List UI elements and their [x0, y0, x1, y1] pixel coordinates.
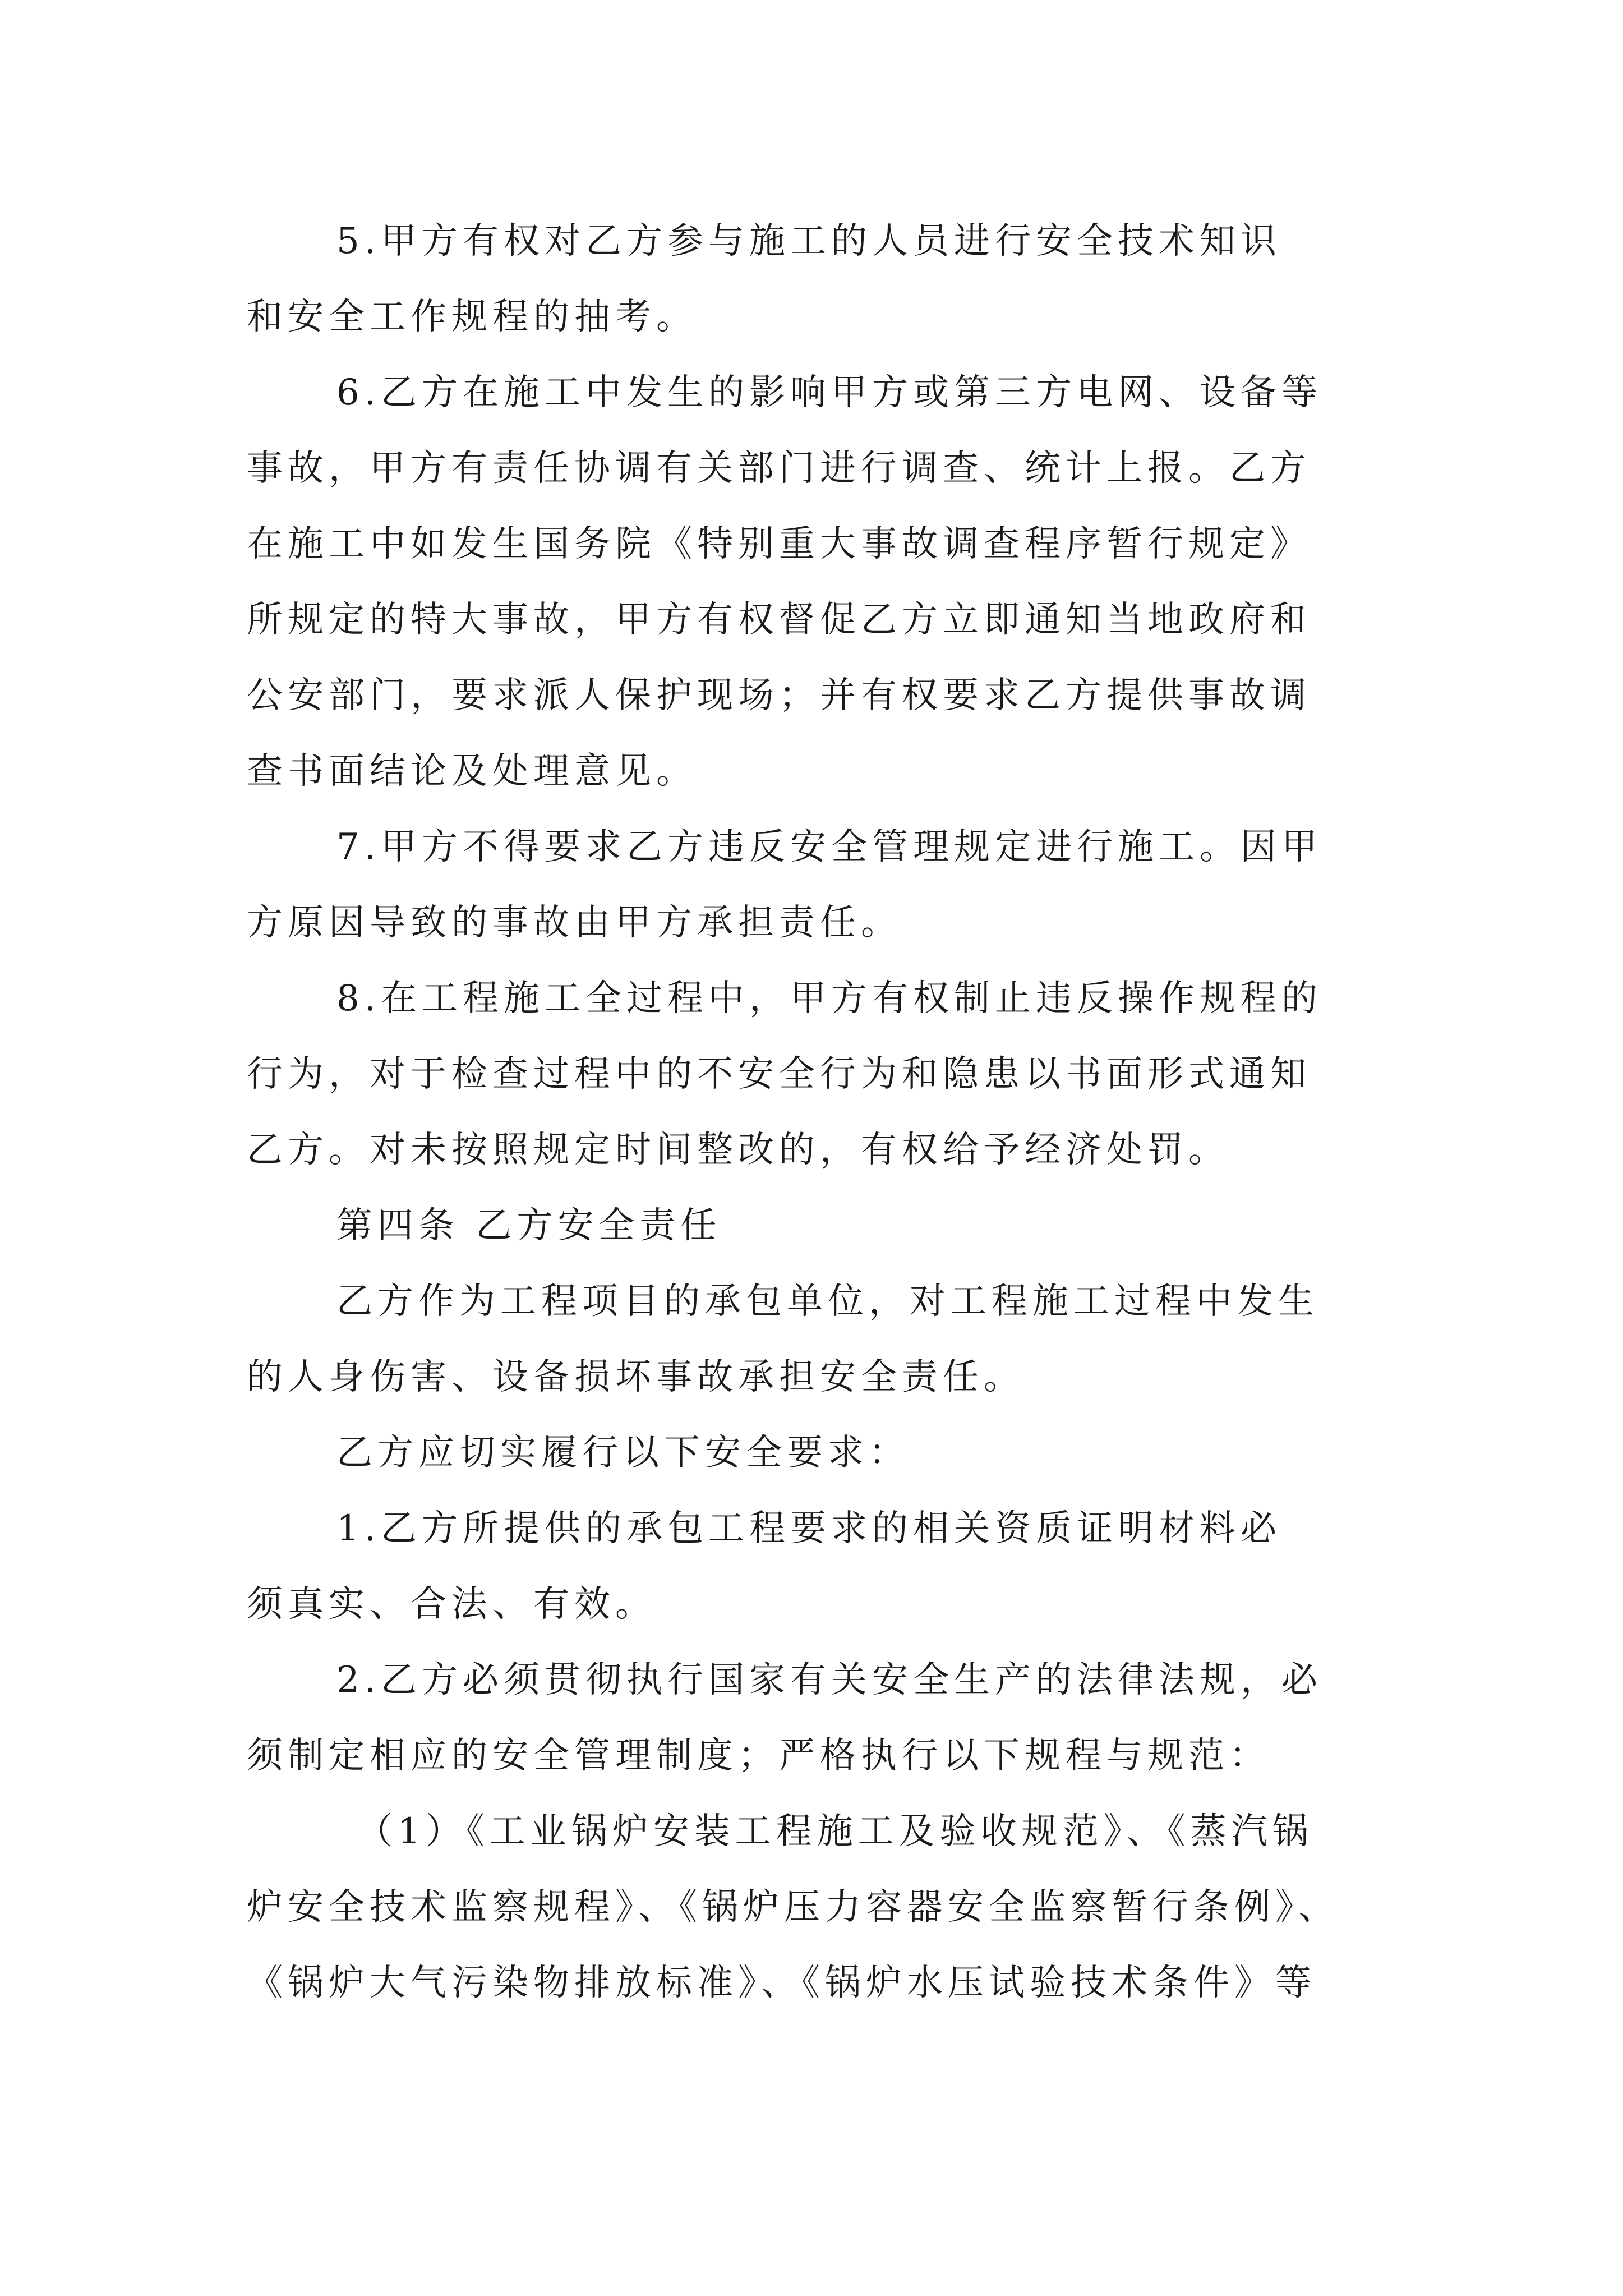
para-8-line-1: 8.在工程施工全过程中，甲方有权制止违反操作规程的 [336, 978, 1323, 1019]
item-1-line-2: 须真实、合法、有效。 [247, 1584, 656, 1625]
para-8-line-2: 行为，对于检查过程中的不安全行为和隐患以书面形式通知 [247, 1053, 1311, 1095]
item-1-line-1: 1.乙方所提供的承包工程要求的相关资质证明材料必 [336, 1508, 1282, 1549]
article-4-intro-line-2: 的人身伤害、设备损坏事故承担安全责任。 [247, 1356, 1025, 1398]
item-2-line-2: 须制定相应的安全管理制度；严格执行以下规程与规范： [247, 1735, 1270, 1777]
para-6-line-5: 公安部门，要求派人保护现场；并有权要求乙方提供事故调 [247, 675, 1311, 716]
para-6-line-3: 在施工中如发生国务院《特别重大事故调查程序暂行规定》 [247, 523, 1311, 565]
requirements-lead: 乙方应切实履行以下安全要求： [336, 1432, 910, 1474]
item-2-line-1: 2.乙方必须贯彻执行国家有关安全生产的法律法规，必 [336, 1659, 1323, 1701]
article-4-heading: 第四条 乙方安全责任 [336, 1205, 722, 1246]
para-6-line-1: 6.乙方在施工中发生的影响甲方或第三方电网、设备等 [336, 372, 1323, 413]
para-7-line-1: 7.甲方不得要求乙方违反安全管理规定进行施工。因甲 [336, 826, 1323, 868]
para-7-line-2: 方原因导致的事故由甲方承担责任。 [247, 902, 902, 944]
sub-item-1-line-2: 炉安全技术监察规程》、《锅炉压力容器安全监察暂行条例》、 [247, 1887, 1339, 1928]
para-6-line-4: 所规定的特大事故，甲方有权督促乙方立即通知当地政府和 [247, 599, 1311, 641]
sub-item-1-line-3: 《锅炉大气污染物排放标准》、《锅炉水压试验技术条件》等 [247, 1962, 1316, 2004]
sub-item-1-line-1: （1）《工业锅炉安装工程施工及验收规范》、《蒸汽锅 [357, 1811, 1313, 1852]
para-6-line-6: 查书面结论及处理意见。 [247, 751, 697, 792]
article-4-intro-line-1: 乙方作为工程项目的承包单位，对工程施工过程中发生 [336, 1281, 1319, 1322]
para-5-line-1: 5.甲方有权对乙方参与施工的人员进行安全技术知识 [336, 220, 1282, 262]
para-6-line-2: 事故，甲方有责任协调有关部门进行调查、统计上报。乙方 [247, 448, 1311, 489]
para-8-line-3: 乙方。对未按照规定时间整改的，有权给予经济处罚。 [247, 1129, 1229, 1171]
para-5-line-2: 和安全工作规程的抽考。 [247, 296, 697, 338]
